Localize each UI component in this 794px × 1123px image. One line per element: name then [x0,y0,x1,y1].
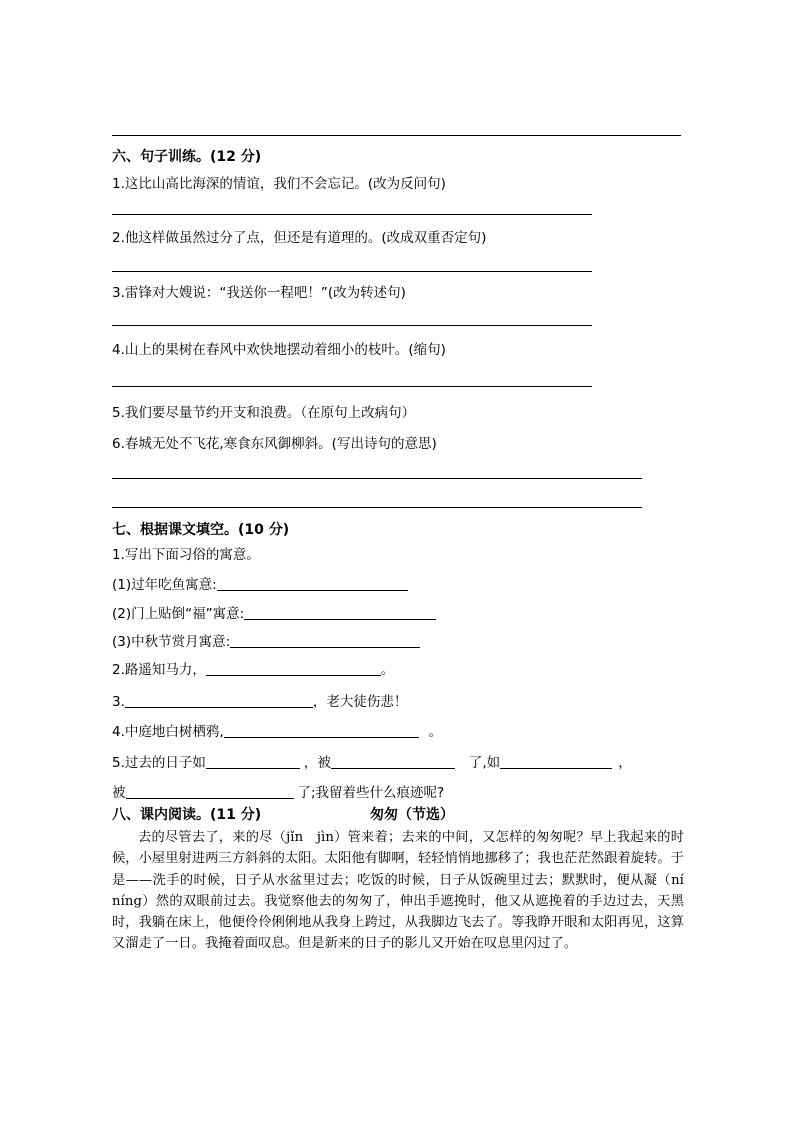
s7-question-4 [112,723,442,741]
passage-title: 匆匆（节选） [370,807,454,823]
s7-question-1: 1.写出下面习俗的寓意。 [112,547,260,563]
section8-title: 八、课内阅读。(11 分) [112,807,262,823]
s7-question-1a [112,576,408,594]
s7-q5-blank-4[interactable] [126,784,294,799]
s7-q5-blank-3[interactable] [500,754,612,769]
s6-answer-line-3[interactable] [112,325,592,326]
s7-q2-label: 2.路遥知马力， [112,662,206,678]
s7-q5-blank-1[interactable] [206,754,300,769]
s7-q5-part-a: 5.过去的日子如 [112,755,206,771]
s7-q5-part-f: 了;我留着些什么痕迹呢? [297,785,445,801]
reading-passage: 去的尽管去了，来的尽（jǐn jìn）管来着；去来的中间，又怎样的匆匆呢？早上我起来的时候，小屋里射进两三方斜斜的太阳。太阳他有脚啊，轻轻悄悄地挪移了；我也茫茫然跟着旋转。于是——洗手的时候，日子从水盆里过去；吃饭的时候，日子从饭碗里过去；默默时，便从凝（ní níng）然的双眼前过去。我觉察他去的匆匆了，伸出手遮挽时，他又从遮挽着的手边过去，天黑时，我躺在床上，他便伶伶俐俐地从我身上跨过，从我脚边飞去了。等我睁开眼和太阳再见，这算又溜走了一日。我掩着面叹息。但是新来的日子的影儿又开始在叹息里闪过了。 [112,830,698,952]
s6-answer-line-5[interactable] [112,478,642,479]
s6-answer-line-6[interactable] [112,507,642,508]
s6-answer-line-4[interactable] [112,386,592,387]
s7-q3-label: 3. [112,694,125,710]
s7-q3-blank[interactable] [125,693,313,708]
s6-question-2: 2.他这样做虽然过分了点，但还是有道理的。(改成双重否定句) [112,230,487,246]
s7-q1c-blank[interactable] [230,633,420,648]
s7-question-3 [112,693,407,711]
s6-answer-line-1[interactable] [112,214,592,215]
s7-question-5 [112,754,632,772]
s7-q2-end: 。 [380,662,395,678]
s7-q5-part-e: 被 [112,785,126,801]
s6-answer-line-2[interactable] [112,271,592,272]
s7-q4-blank[interactable] [224,723,419,738]
s7-q1b-label: (2)门上贴倒“福”寓意: [112,606,245,622]
s7-question-2 [112,661,394,679]
s7-q3-end: ，老大徒伤悲！ [312,694,408,710]
s6-question-6: 6.春城无处不飞花,寒食东风御柳斜。(写出诗句的意思) [112,436,437,452]
section7-title: 七、根据课文填空。(10 分) [112,522,290,538]
s7-q1a-blank[interactable] [217,576,408,591]
s6-question-3: 3.雷锋对大嫂说：“我送你一程吧！”(改为转述句) [112,285,406,301]
s7-q4-end: 。 [428,724,443,740]
s6-question-4: 4.山上的果树在春风中欢快地摆动着细小的枝叶。(缩句) [112,342,446,358]
s7-question-1b [112,605,436,623]
s7-question-5-cont [112,784,444,802]
s6-question-5: 5.我们要尽量节约开支和浪费。（在原句上改病句） [112,405,416,421]
s7-q1c-label: (3)中秋节赏月寓意: [112,634,231,650]
s6-question-1: 1.这比山高比海深的情谊，我们不会忘记。(改为反问句) [112,176,446,192]
s7-q5-part-d: ， [618,755,632,771]
s7-q1a-label: (1)过年吃鱼寓意: [112,577,217,593]
s7-q4-label: 4.中庭地白树栖鸦, [112,724,224,740]
s7-question-1c [112,633,420,651]
s7-q2-blank[interactable] [206,661,381,676]
top-answer-line [112,135,681,136]
section6-title: 六、句子训练。(12 分) [112,149,262,165]
s7-q5-blank-2[interactable] [331,754,455,769]
s7-q5-part-c: 了,如 [468,755,501,771]
s7-q1b-blank[interactable] [244,605,436,620]
s7-q5-part-b: ，被 [303,755,331,771]
